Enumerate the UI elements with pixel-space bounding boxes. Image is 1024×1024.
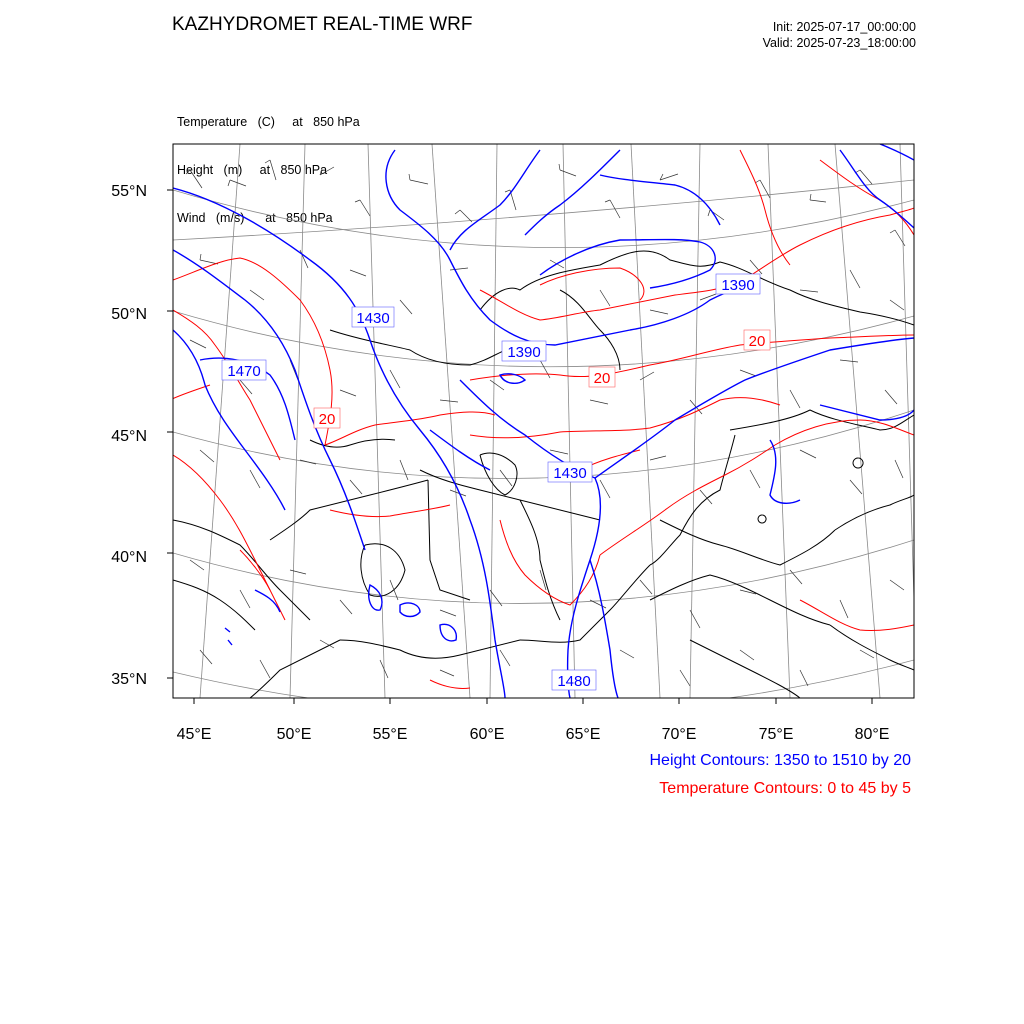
init-time: Init: 2025-07-17_00:00:00: [772, 20, 916, 34]
height-label: 1390: [507, 344, 541, 361]
lon-tick-label: 75°E: [758, 726, 794, 743]
temperature-legend: Temperature Contours: 0 to 45 by 5: [659, 780, 911, 797]
graticule: [160, 144, 914, 713]
height-contours: [173, 144, 914, 698]
temperature-contours: [170, 150, 914, 688]
height-label: 1430: [553, 465, 587, 482]
plot-frame: [173, 144, 914, 698]
lon-tick-label: 60°E: [469, 726, 505, 743]
height-legend: Height Contours: 1350 to 1510 by 20: [649, 752, 911, 769]
latitude-tick-labels: [111, 183, 147, 688]
temperature-label: 20: [593, 370, 611, 387]
lat-tick-label: 55°N: [111, 183, 147, 200]
height-label: 1470: [227, 363, 261, 380]
chart-title: KAZHYDROMET REAL-TIME WRF: [172, 14, 473, 35]
longitude-tick-labels: [177, 726, 890, 743]
lon-tick-label: 70°E: [661, 726, 697, 743]
axis-ticks: [167, 190, 872, 704]
valid-time: Valid: 2025-07-23_18:00:00: [762, 36, 916, 50]
wind-barbs: [186, 160, 905, 688]
lon-tick-label: 45°E: [176, 726, 212, 743]
field-height: Height (m) at 850 hPa: [177, 163, 328, 177]
height-label: 1390: [721, 277, 755, 294]
lon-tick-label: 50°E: [276, 726, 312, 743]
country-boundaries: [173, 251, 914, 698]
temperature-label: 20: [748, 333, 766, 350]
lat-tick-label: 40°N: [111, 549, 147, 566]
temperature-label: 20: [318, 411, 336, 428]
lon-tick-label: 55°E: [372, 726, 408, 743]
lon-tick-label: 80°E: [854, 726, 890, 743]
lon-tick-label: 65°E: [565, 726, 601, 743]
lat-tick-label: 35°N: [111, 671, 147, 688]
lat-tick-label: 45°N: [111, 428, 147, 445]
height-label: 1430: [356, 310, 390, 327]
field-temperature: Temperature (C) at 850 hPa: [177, 115, 360, 129]
lat-tick-label: 50°N: [111, 306, 147, 323]
height-label: 1480: [557, 673, 591, 690]
field-wind: Wind (m/s) at 850 hPa: [177, 211, 333, 225]
